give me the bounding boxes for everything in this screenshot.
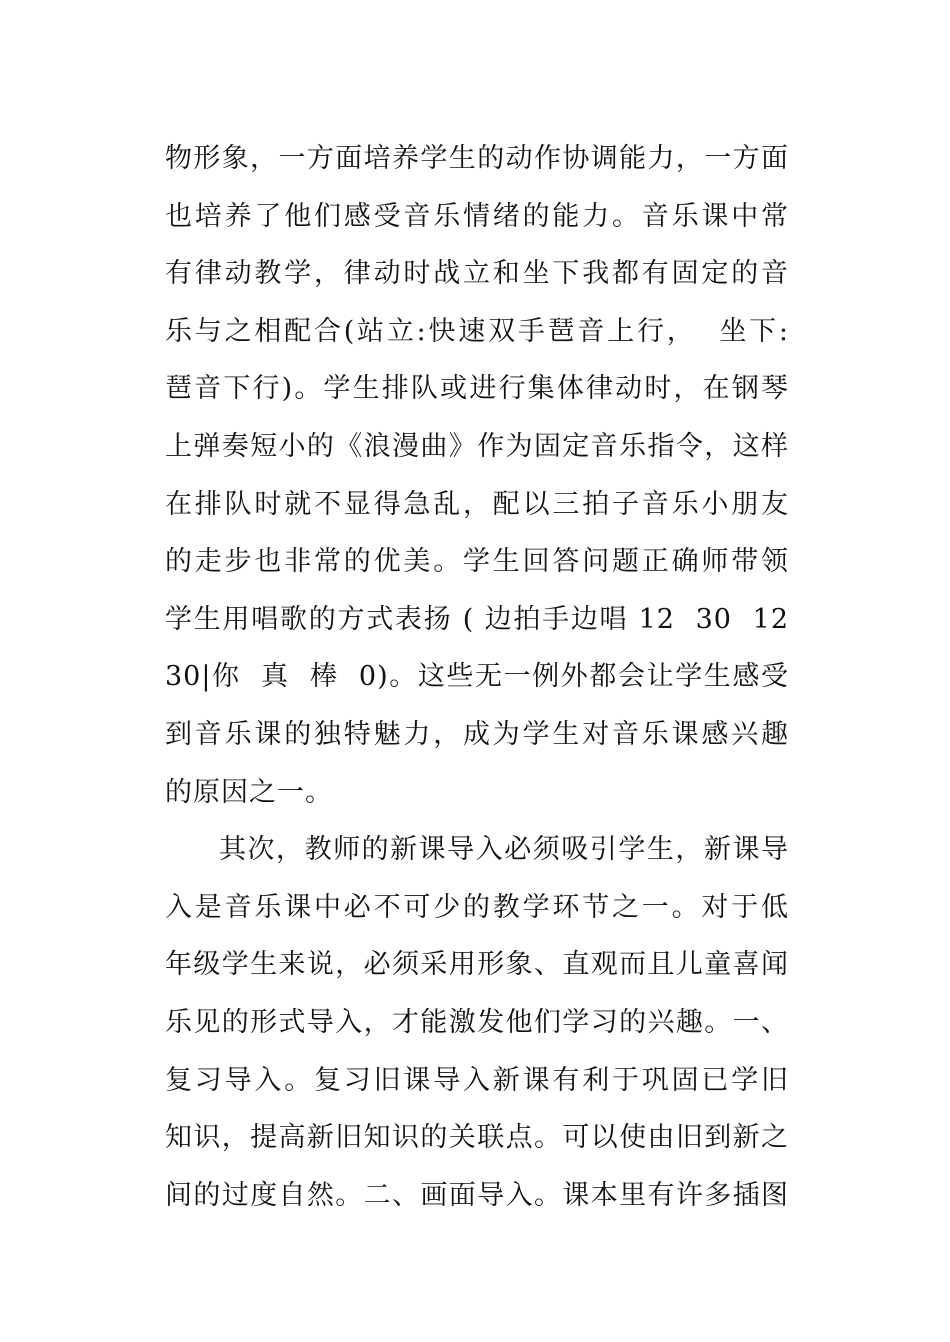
- text-line: 的走步也非常的优美。学生回答问题正确师带领: [165, 546, 789, 578]
- text-line: 入是音乐课中必不可少的教学环节之一。对于低: [165, 891, 789, 923]
- text-line: 的原因之一。: [165, 776, 333, 808]
- text-line: 乐见的形式导入，才能激发他们学习的兴趣。一、: [165, 1006, 789, 1038]
- text-line: 在排队时就不显得急乱，配以三拍子音乐小朋友: [165, 488, 789, 520]
- text-line: 物形象，一方面培养学生的动作协调能力，一方面: [165, 143, 789, 174]
- text-line: 其次，教师的新课导入必须吸引学生，新课导: [219, 834, 789, 866]
- text-line: 有律动教学，律动时战立和坐下我都有固定的音: [165, 258, 789, 290]
- text-line: 年级学生来说，必须采用形象、直观而且儿童喜闻: [165, 949, 789, 981]
- text-line: 也培养了他们感受音乐情绪的能力。音乐课中常: [165, 200, 789, 232]
- text-line: 知识，提高新旧知识的关联点。可以使由旧到新之: [165, 1122, 789, 1154]
- paragraph-2: [165, 821, 789, 1224]
- text-line: 乐与之相配合(站立:快速双手琶音上行， 坐下:: [165, 315, 789, 347]
- text-line: 到音乐课的独特魅力，成为学生对音乐课感兴趣: [165, 718, 789, 750]
- text-line: 30|你 真 棒 0)。这些无一例外都会让学生感受: [165, 661, 789, 693]
- text-line: 上弹奏短小的《浪漫曲》作为固定音乐指令，这样: [165, 430, 789, 462]
- text-line: 学生用唱歌的方式表扬 ( 边拍手边唱 12 30 12: [165, 603, 789, 635]
- body-text: [165, 130, 789, 1224]
- text-line: 琶音下行)。学生排队或进行集体律动时，在钢琴: [165, 373, 789, 405]
- paragraph-1: [165, 130, 789, 821]
- text-line: 复习导入。复习旧课导入新课有利于巩固已学旧: [165, 1064, 789, 1096]
- text-line: 间的过度自然。二、画面导入。课本里有许多插图: [165, 1179, 789, 1211]
